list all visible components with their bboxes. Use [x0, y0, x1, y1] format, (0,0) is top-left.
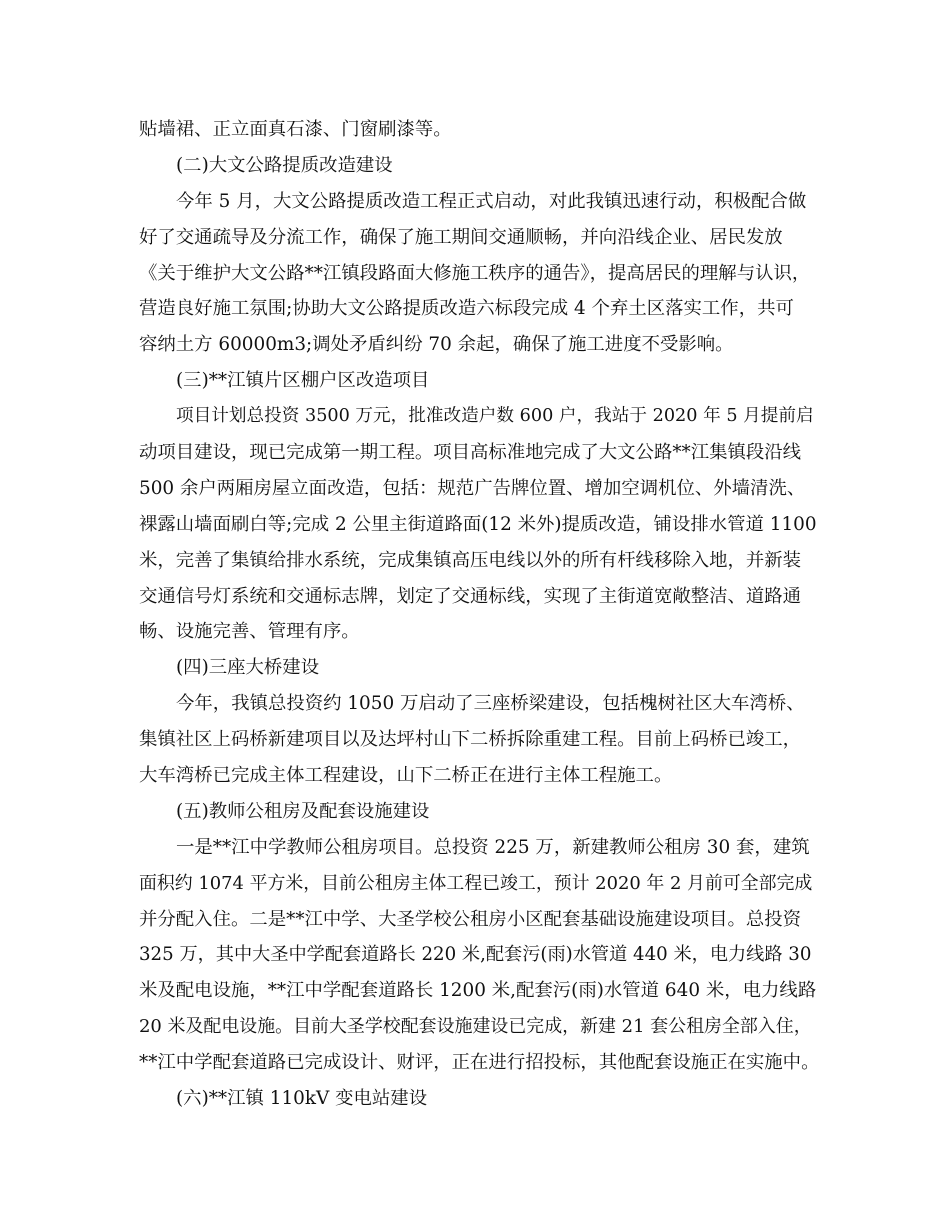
- text-line: (三)**江镇片区棚户区改造项目: [176, 370, 430, 392]
- text-line: 今年 5 月，大文公路提质改造工程正式启动，对此我镇迅速行动，积极配合做: [176, 190, 807, 212]
- text-line: 动项目建设，现已完成第一期工程。项目高标准地完成了大文公路**江集镇段沿线: [139, 442, 802, 464]
- text-line: 325 万，其中大圣中学配套道路长 220 米,配套污(雨)水管道 440 米，电力线路 30: [139, 944, 812, 966]
- document-body: [139, 112, 819, 1117]
- text-line: 裸露山墙面刷白等;完成 2 公里主街道路面(12 米外)提质改造，铺设排水管道 1100: [139, 513, 817, 535]
- text-line: (四)三座大桥建设: [176, 657, 320, 679]
- text-line: 500 余户两厢房屋立面改造，包括：规范广告牌位置、增加空调机位、外墙清洗、: [139, 477, 806, 499]
- text-line: 好了交通疏导及分流工作，确保了施工期间交通顺畅，并向沿线企业、居民发放: [139, 226, 783, 248]
- text-line: 交通信号灯系统和交通标志牌，划定了交通标线，实现了主街道宽敞整洁、道路通: [139, 585, 802, 607]
- text-line: 集镇社区上码桥新建项目以及达坪村山下二桥拆除重建工程。目前上码桥已竣工，: [139, 729, 802, 751]
- text-line: 容纳土方 60000m3;调处矛盾纠纷 70 余起，确保了施工进度不受影响。: [139, 334, 734, 356]
- text-line: 《关于维护大文公路**江镇段路面大修施工秩序的通告》，提高居民的理解与认识，: [139, 262, 811, 284]
- text-line: (六)**江镇 110kV 变电站建设: [176, 1088, 428, 1110]
- text-line: 今年，我镇总投资约 1050 万启动了三座桥梁建设，包括槐树社区大车湾桥、: [176, 693, 805, 715]
- text-line: **江中学配套道路已完成设计、财评，正在进行招投标，其他配套设施正在实施中。: [139, 1052, 820, 1074]
- text-line: (五)教师公租房及配套设施建设: [176, 800, 430, 822]
- text-line: 贴墙裙、正立面真石漆、门窗刷漆等。: [139, 119, 452, 140]
- text-line: 20 米及配电设施。目前大圣学校配套设施建设已完成，新建 21 套公租房全部入住，: [139, 1016, 812, 1038]
- text-line: 营造良好施工氛围;协助大文公路提质改造六标段完成 4 个弃土区落实工作，共可: [139, 298, 794, 320]
- text-line: 面积约 1074 平方米，目前公租房主体工程已竣工，预计 2020 年 2 月前可全部完成: [139, 872, 813, 894]
- text-line: 一是**江中学教师公租房项目。总投资 225 万，新建教师公租房 30 套，建筑: [176, 836, 810, 858]
- text-line: 并分配入住。二是**江中学、大圣学校公租房小区配套基础设施建设项目。总投资: [139, 908, 802, 930]
- text-line: 大车湾桥已完成主体工程建设，山下二桥正在进行主体工程施工。: [139, 765, 673, 787]
- text-line: 米，完善了集镇给排水系统，完成集镇高压电线以外的所有杆线移除入地，并新装: [139, 549, 802, 571]
- text-line: 项目计划总投资 3500 万元，批准改造户数 600 户，我站于 2020 年 5 月提前启: [176, 406, 814, 427]
- text-line: 畅、设施完善、管理有序。: [139, 621, 360, 643]
- text-line: (二)大文公路提质改造建设: [176, 154, 393, 176]
- text-line: 米及配电设施，**江中学配套道路长 1200 米,配套污(雨)水管道 640 米，电力线路: [139, 980, 817, 1002]
